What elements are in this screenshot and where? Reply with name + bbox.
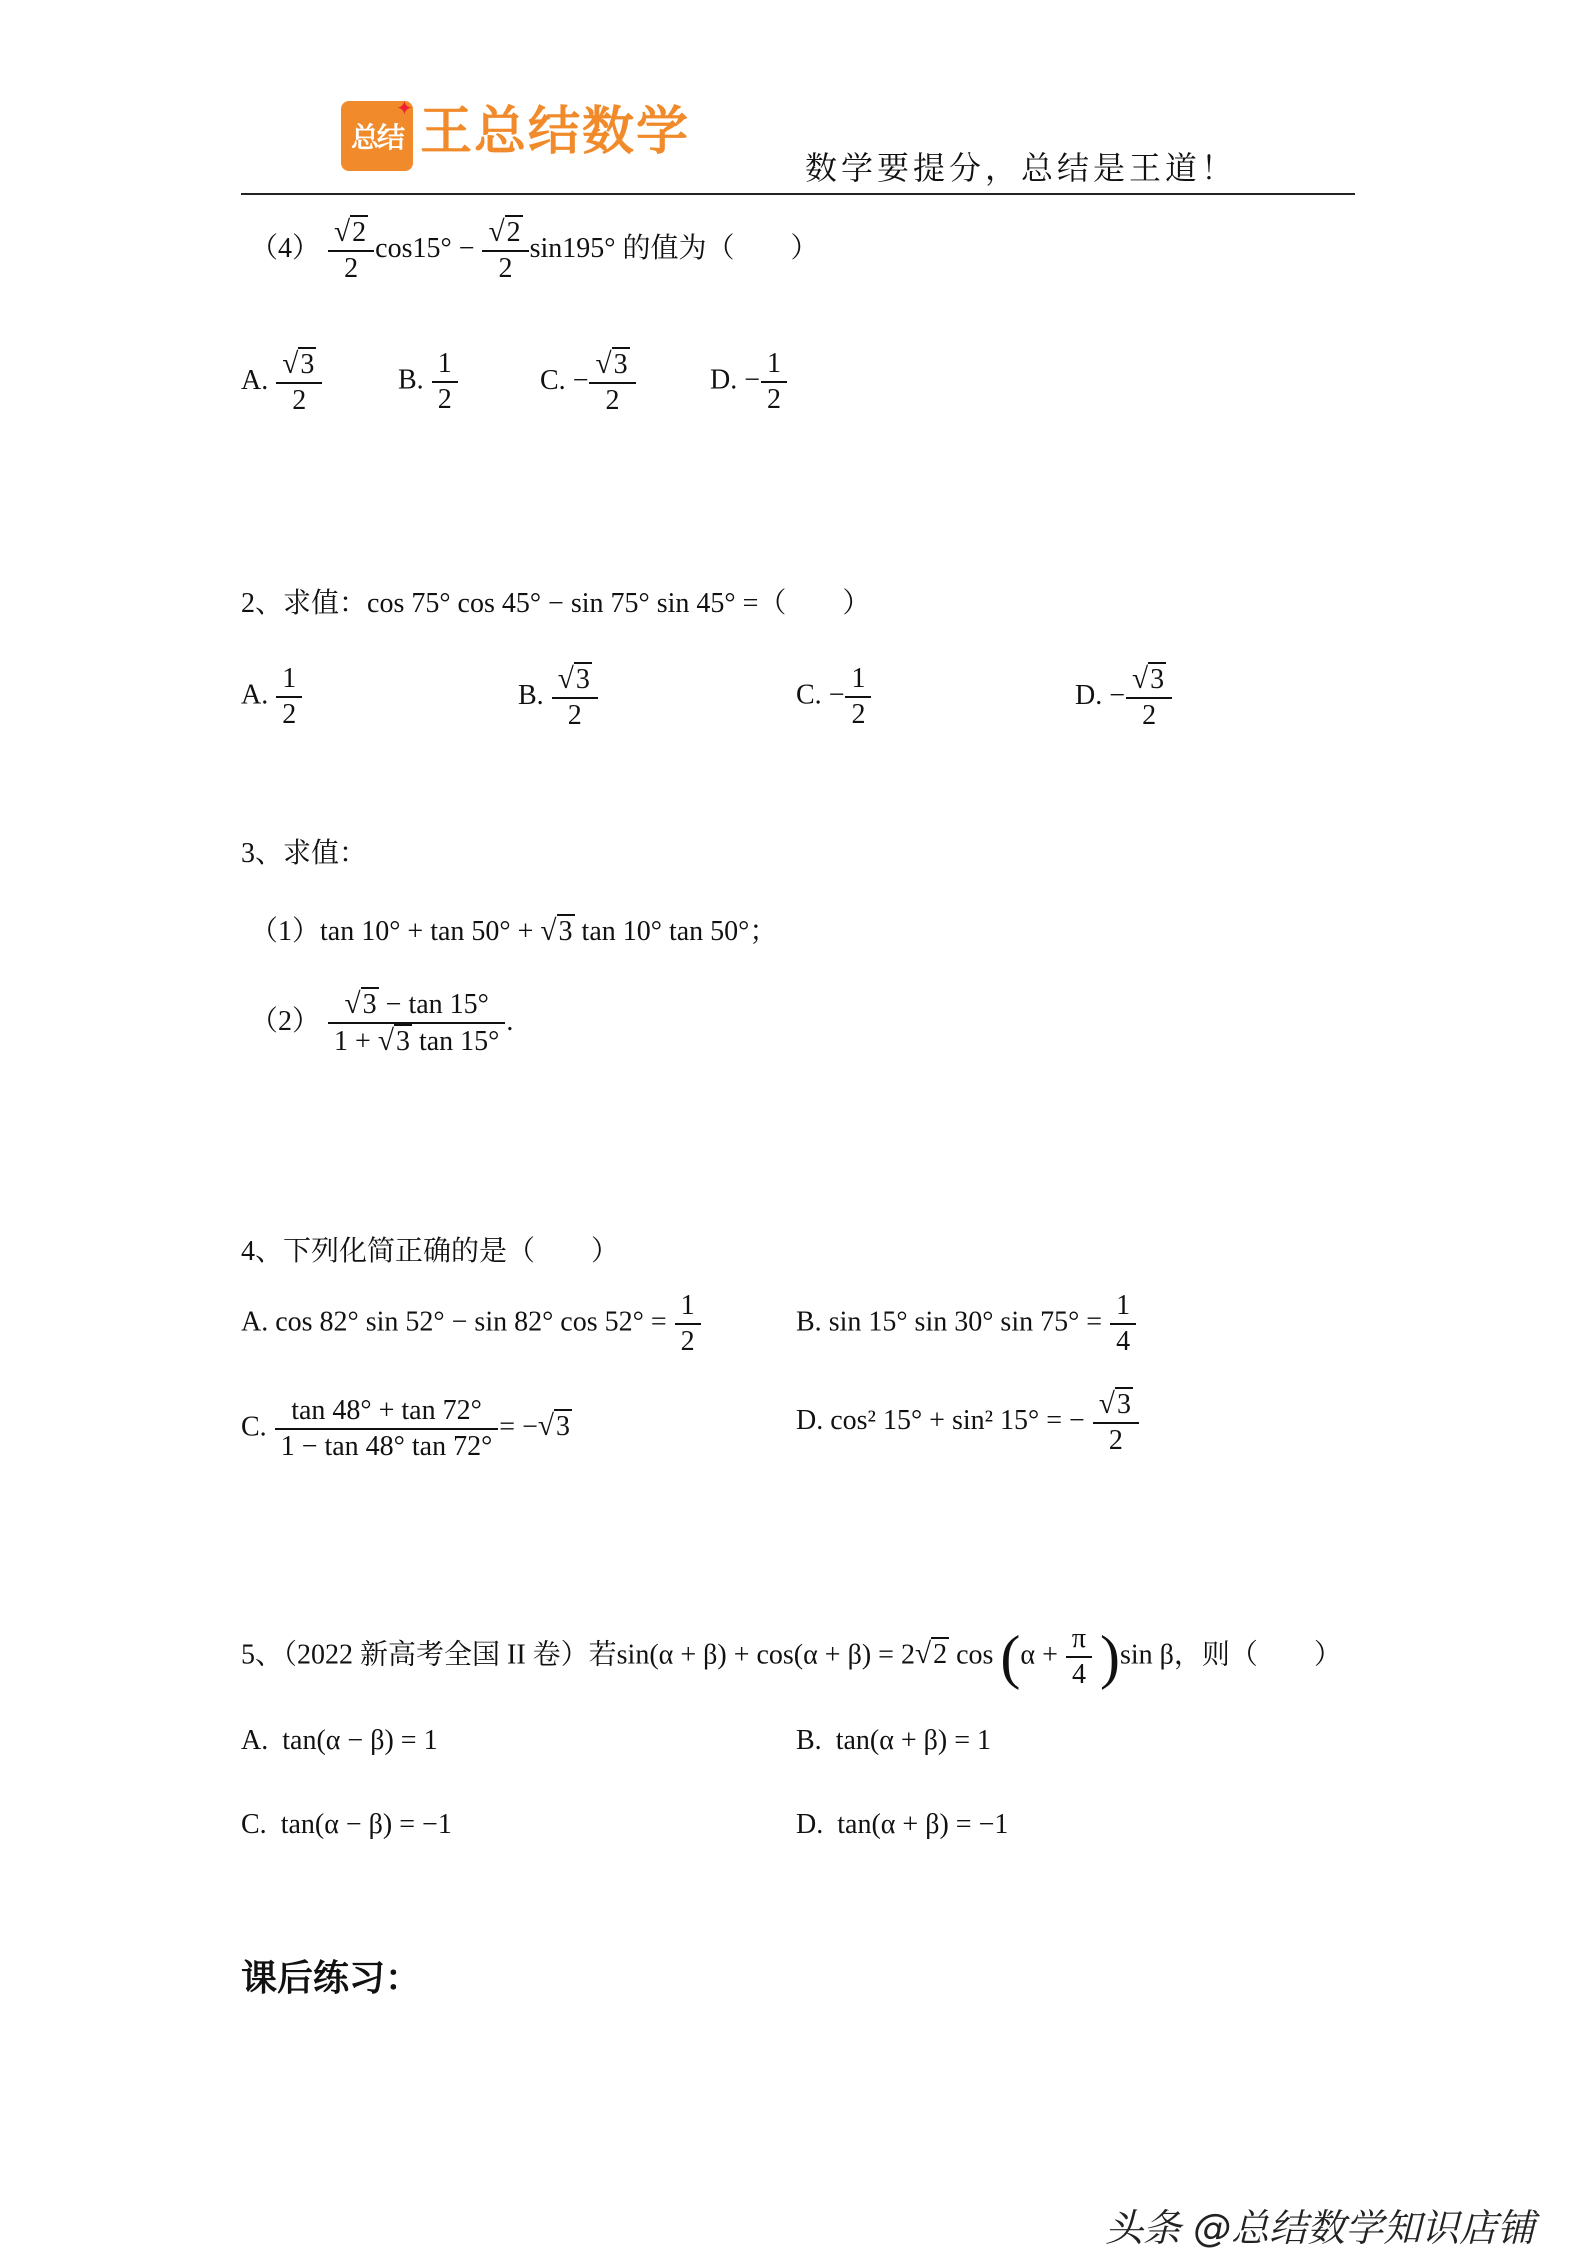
option-b: B. $\frac{1}{2}$ [398, 350, 459, 414]
q2-option-a: A. $\frac{1}{2}$ [241, 665, 303, 729]
q5-option-d: D. tan(α + β) = −1 [796, 1809, 1009, 1840]
fraction-sqrt2-over-2: $\frac{√2}{2}$ [331, 218, 371, 283]
question-3: 3、求值： [241, 838, 368, 869]
question-1-4 [250, 218, 819, 283]
question-5: 5、（2022 新高考全国 II 卷）若sin(α + β) + cos(α + β) = 2√2 cos (α + $\frac{\pi}{4}$ )sin β，则（ ） [241, 1623, 1342, 1690]
option-d: D. − $\frac{1}{2}$ [710, 350, 788, 414]
q2-option-d: D. − $\frac{√3}{2}$ [1075, 665, 1173, 730]
q4-option-a: A. cos 82° sin 52° − sin 82° cos 52° = $\frac{1}{2}$ [241, 1292, 702, 1356]
option-a: A. $\frac{√3}{2}$ [241, 350, 323, 415]
logo-icon: 总结 [341, 101, 413, 171]
q5-option-c: C. tan(α − β) = −1 [241, 1809, 452, 1840]
question-3-1: （1）tan 10° + tan 50° + √3 tan 10° tan 50°； [250, 915, 778, 947]
section-title: 课后练习： [241, 1957, 422, 1999]
q5-option-b: B. tan(α + β) = 1 [796, 1725, 992, 1756]
cos-term: cos15° [375, 233, 452, 265]
q2-option-c: C. − $\frac{1}{2}$ [796, 665, 872, 729]
sin-term: sin195° [529, 233, 616, 265]
header-divider [241, 193, 1355, 195]
fraction-sqrt2-over-2: $\frac{√2}{2}$ [485, 218, 525, 283]
question-tail: 的值为（ ） [622, 233, 819, 265]
question-3-2: （2） $\frac{√3 - \tan 15^\circ}{1 + √3 \tan 15^\circ}$ . [250, 988, 514, 1058]
spark-icon: ✦ [396, 96, 413, 120]
slogan: 数学要提分，总结是王道！ [805, 149, 1238, 187]
q4-option-d: D. cos² 15° + sin² 15° = − $\frac{√3}{2}$ [796, 1390, 1140, 1455]
question-label: （4） [250, 233, 321, 265]
q4-option-c: C. $\frac{\tan 48^\circ + \tan 72^\circ}{1 - \tan 48^\circ \tan 72^\circ}$ = −√3 [241, 1395, 571, 1462]
q2-option-b: B. $\frac{√3}{2}$ [518, 665, 599, 730]
q5-option-a: A. tan(α − β) = 1 [241, 1725, 438, 1756]
q4-option-b: B. sin 15° sin 30° sin 75° = $\frac{1}{4}$ [796, 1292, 1137, 1356]
watermark: 头条 @总结数学知识店铺 [1105, 2206, 1536, 2250]
minus-sign: − [458, 233, 475, 265]
question-2: 2、求值：cos 75° cos 45° − sin 75° sin 45° =（ ） [241, 588, 871, 619]
option-c: C. − $\frac{√3}{2}$ [540, 350, 637, 415]
question-4: 4、下列化简正确的是（ ） [241, 1236, 620, 1267]
logo-text: 王总结数学 [420, 102, 691, 162]
